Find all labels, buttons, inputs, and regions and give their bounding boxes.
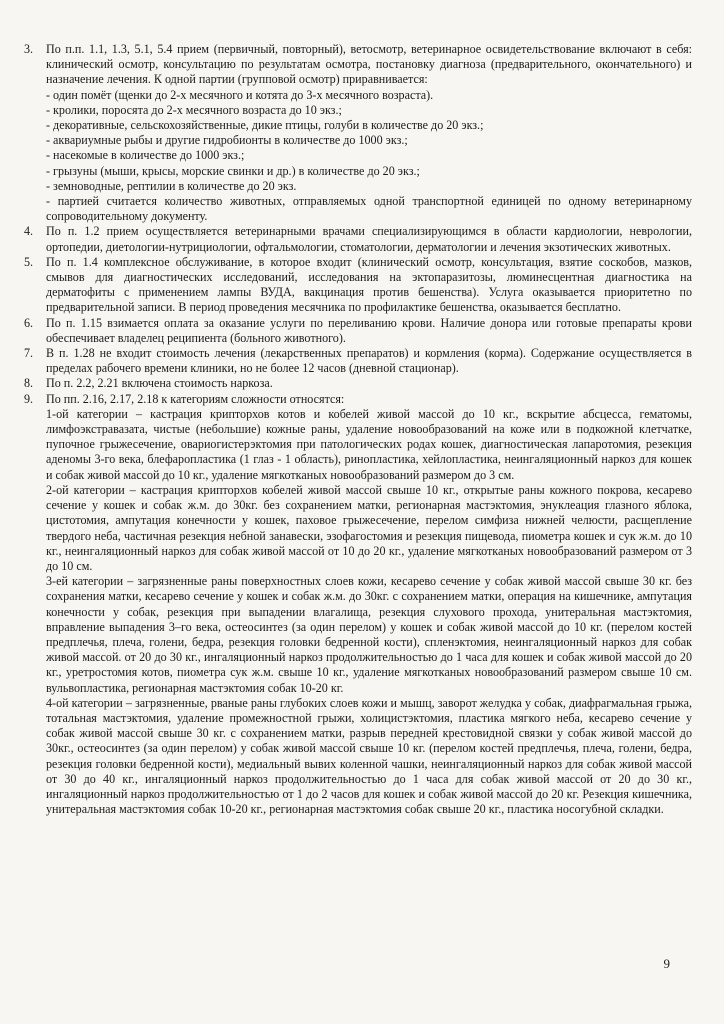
category-2-paragraph: 2-ой категории – кастрация крипторхов кобелей живой массой свыше 10 кг., открытые раны кожного покрова, кесарево сечение у кошек и собак ж.м. до 30кг. без сохранением матки, регионарная мастэктомия, энуклеация глазного яблока, цистотомия, ампутация конечности у кошек, паховое грыжесечение, перелом симфиза нижней челюсти, расщепление твердого неба, частичная резекция небной занавески, эзофагостомия и резекция пищевода, пиометра кошек и сук ж.м. до 10 кг., неингаляционный наркоз для собак живой массой от 10 до 20 кг., удаление мягкотканых новообразований размером от 3 до 10 см.: [46, 482, 692, 573]
sub-item: - один помёт (щенки до 2-х месячного и котята до 3-х месячного возраста).: [46, 87, 434, 102]
list-item-4: [24, 224, 692, 254]
category-1-paragraph: 1-ой категории – кастрация крипторхов котов и кобелей живой массой до 10 кг., вскрытие абсцесса, гематомы, лимфоэкстравазата, чистые (небольшие) кожные раны, удаление новообразований на коже или в подкожной клетчатке, пупочное грыжесечение, овариогистерэктомия при патологических родах кошек, диагностическая лапаротомия, резекция аденомы 3-го века, блефаропластика (1 глаз - 1 область), ринопластика, хейлопластика, неингаляционный наркоз для кошек и собак живой массой до 10 кг., удаление мягкотканых новообразований размером до 3 см.: [46, 406, 692, 482]
sub-item: - аквариумные рыбы и другие гидробионты в количестве до 1000 экз.;: [46, 133, 408, 148]
list-item-7: [24, 346, 692, 376]
item-text: В п. 1.28 не входит стоимость лечения (лекарственных препаратов) и кормления (корма). Содержание осуществляется в пределах рабочего времени клиники, но не более 12 часов (дневной стационар).: [46, 346, 692, 376]
item-number: 5.: [24, 254, 34, 269]
item-text: По пп. 2.16, 2.17, 2.18 к категориям сложности относятся:: [46, 391, 345, 406]
sub-item: - грызуны (мыши, крысы, морские свинки и др.) в количестве до 20 экз.;: [46, 163, 420, 178]
list-item-8: [24, 376, 692, 391]
sub-item: - земноводные, рептилии в количестве до 20 экз.: [46, 178, 297, 193]
list-item-5: [24, 255, 692, 316]
item-text: По п. 2.2, 2.21 включена стоимость наркоза.: [46, 376, 273, 391]
page-number: 9: [663, 956, 670, 971]
sub-item: - партией считается количество животных, отправляемых одной транспортной единицей по одному ветеринарному сопроводительному документу.: [46, 194, 692, 224]
item-text: По п.п. 1.1, 1.3, 5.1, 5.4 прием (первичный, повторный), ветосмотр, ветеринарное освидетельствование включают в себя: клинический осмотр, консультацию по результатам осмотра, постановку диагноза (предварительного, окончательного) и назначение лечения. К одной партии (групповой осмотр) приравнивается:: [46, 42, 692, 87]
item-number: 6.: [24, 315, 34, 330]
item-text: По п. 1.15 взимается оплата за оказание услуги по переливанию крови. Наличие донора или готовые препараты крови обеспечивает владелец реципиента (больного животного).: [46, 315, 692, 345]
category-3-paragraph: 3-ей категории – загрязненные раны поверхностных слоев кожи, кесарево сечение у собак живой массой свыше 30 кг. без сохранения матки, кесарево сечение у кошек и собак ж.м. до 30кг. с сохранением матки, операция на кишечнике, ампутация конечности у собак, резекция при выпадении влагалища, резекция слухового прохода, унитеральная мастэктомия, вправление выпадения 3–го века, остеосинтез (за один перелом) у кошек и собак живой массой до 10 кг. (перелом костей предплечья, плеча, голени, бедра, резекция головки бедренной кости), спленэктомия, неингаляционный наркоз для собак живой массой. от 20 до 30 кг., ингаляционный наркоз продолжительностью до 1 часа для кошек и собак живой массой до 20 кг., уретростомия котов, пиометра сук ж.м. свыше 10 кг., удаление мягкотканых новообразований размером свыше 10 см. вульвопластика, регионарная мастэктомия собак 10-20 кг.: [46, 574, 692, 695]
item-number: 3.: [24, 42, 34, 56]
sub-item: - декоративные, сельскохозяйственные, дикие птицы, голуби в количестве до 20 экз.;: [46, 118, 484, 133]
list-item-9: [24, 392, 692, 818]
item-number: 8.: [24, 376, 34, 391]
category-4-paragraph: 4-ой категории – загрязненные, рваные раны глубоких слоев кожи и мышц, заворот желудка у собак, диафрагмальная грыжа, тотальная мастэктомия, удаление промежностной грыжи, холицистэктомия, пластика мягкого неба, кесарево сечение у собак живой массой свыше 30 кг. с сохранением матки, разрыв передней крестовидной связки у собак живой массой до 30кг., остеосинтез (за один перелом) у собак живой массой свыше 10 кг. (перелом костей предплечья, плеча, голени, бедра, резекция головки бедренной кости), медиальный вывих коленной чашки, неингаляционный наркоз для собак живой массой от 30 до 40 кг., ингаляционный наркоз продолжительностью до 1 часа для собак живой массой от 20 до 30 кг., ингаляционный наркоз продолжительностью от 1 до 2 часов для кошек и собак живой массой до 20 кг. Резекция кишечника, унитеральная мастэктомия собак 10-20 кг., регионарная мастэктомия собак свыше 20 кг., пластика носогубной складки.: [46, 695, 692, 817]
item-text: По п. 1.4 комплексное обслуживание, в которое входит (клинический осмотр, консультация, взятие соскобов, мазков, смывов для диагностических исследований, исследования на эктопаразитозы, люминесцентная диагностика на дерматофиты с применением лампы ВУДА, вакцинация против бешенства). Услуга оказывается приоритетно по предварительной записи. В период проведения месячника по профилактике бешенства, оказывается бесплатно.: [46, 254, 692, 315]
list-item-3: [24, 42, 692, 224]
item-number: 7.: [24, 346, 34, 361]
list-item-6: [24, 316, 692, 346]
item-text: По п. 1.2 прием осуществляется ветеринарными врачами специализирующимся в области кардиологии, неврологии, ортопедии, диетологии-нутрициологии, офтальмологии, стоматологии, дерматологии и лечения экзотических животных.: [46, 224, 692, 254]
sub-item: - кролики, поросята до 2-х месячного возраста до 10 экз.;: [46, 102, 342, 117]
item-number: 9.: [24, 391, 34, 406]
sub-item: - насекомые в количестве до 1000 экз.;: [46, 148, 245, 163]
item-number: 4.: [24, 224, 34, 239]
